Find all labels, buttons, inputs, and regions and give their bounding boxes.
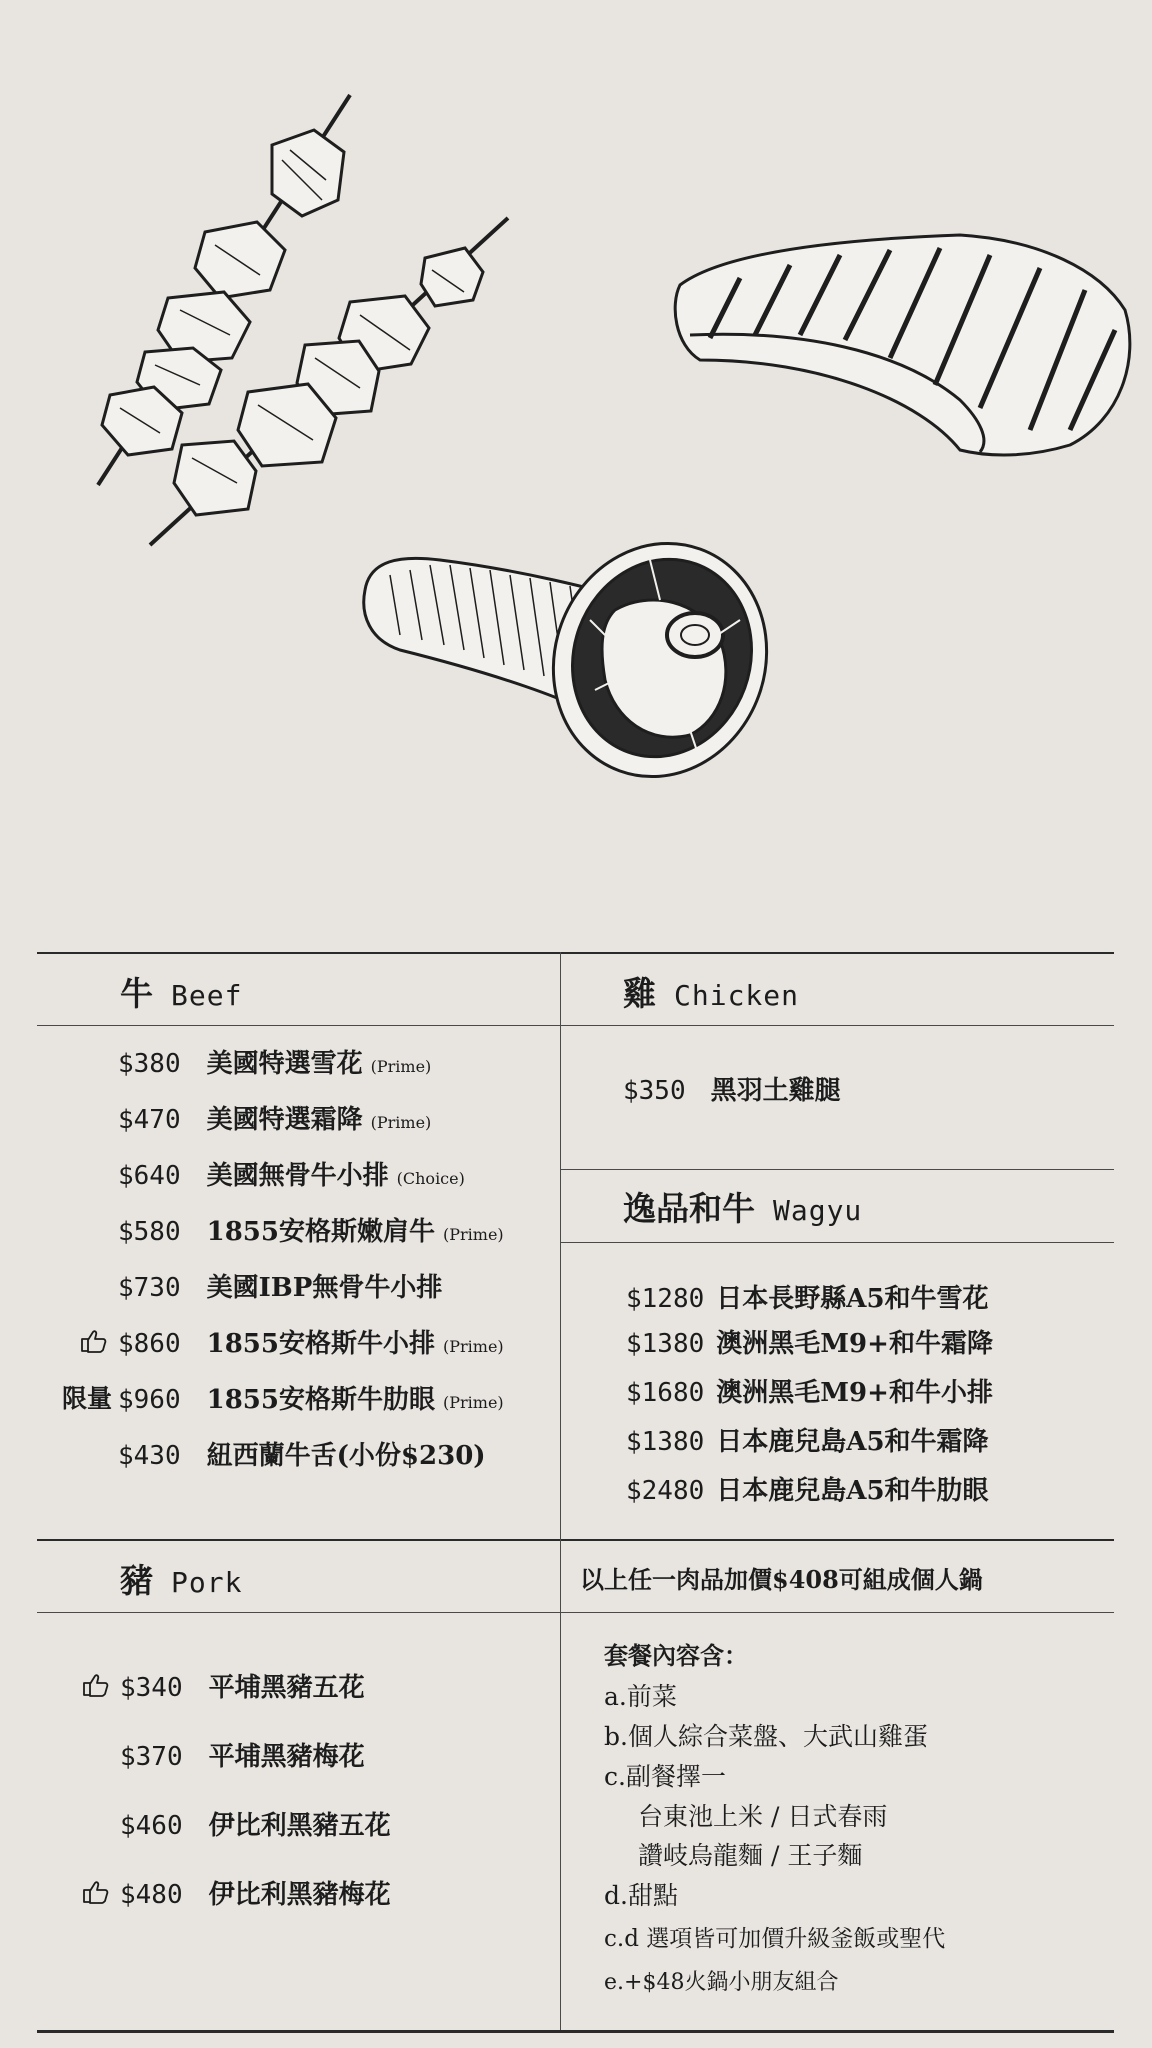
item-grade: (Prime) <box>443 1225 504 1244</box>
set-title: 套餐內容含： <box>604 1641 748 1670</box>
wagyu-title-zh: 逸品和牛 <box>623 1189 755 1228</box>
item-price: $1380 <box>626 1329 705 1359</box>
item-grade: (Prime) <box>370 1057 432 1076</box>
item-price: $460 <box>120 1811 183 1841</box>
thumbs-up-icon <box>82 1673 110 1697</box>
item-price: $470 <box>118 1105 181 1135</box>
pork-title-zh: 豬 <box>120 1561 153 1600</box>
rule-header-bottom <box>37 1025 1114 1026</box>
item-name: 日本鹿兒島A5和牛霜降 <box>716 1427 989 1457</box>
beef-title-zh: 牛 <box>120 974 153 1013</box>
item-price: $380 <box>118 1049 181 1079</box>
thumbs-up-icon <box>82 1880 110 1904</box>
rule-chicken-bottom <box>560 1169 1114 1170</box>
item-price: $580 <box>118 1217 181 1247</box>
beef-title-en: Beef <box>171 979 243 1012</box>
set-header: 以上任一肉品加價$408可組成個人鍋 <box>580 1565 983 1594</box>
item-price: $430 <box>118 1441 181 1471</box>
item-name: 平埔黑豬五花 <box>208 1673 365 1703</box>
item-name: 1855安格斯牛肋眼 <box>206 1385 435 1415</box>
menu-item <box>626 1323 993 1360</box>
chicken-header <box>623 968 799 1015</box>
item-grade: (Choice) <box>396 1169 465 1188</box>
chicken-title-en: Chicken <box>674 979 800 1012</box>
pork-header <box>120 1555 242 1602</box>
item-name: 1855安格斯牛小排 <box>206 1329 435 1359</box>
set-item-c-option-2: 讚岐烏龍麵 / 王子麵 <box>638 1841 863 1870</box>
ham-illustration <box>364 513 799 807</box>
rule-middle <box>37 1539 1114 1541</box>
item-price: $730 <box>118 1273 181 1303</box>
set-item-a: a.前菜 <box>604 1682 677 1711</box>
item-grade: (Prime) <box>370 1113 432 1132</box>
beef-header <box>120 968 242 1015</box>
item-name: 日本長野縣A5和牛雪花 <box>716 1284 989 1314</box>
menu-item <box>118 1435 486 1472</box>
item-name: 美國IBP無骨牛小排 <box>206 1273 443 1303</box>
steak-illustration <box>675 235 1130 455</box>
item-name: 伊比利黑豬五花 <box>208 1811 391 1841</box>
menu-item <box>118 1379 504 1416</box>
item-price: $1280 <box>626 1284 705 1314</box>
menu-item <box>118 1323 504 1360</box>
meat-illustrations <box>0 0 1152 900</box>
item-name: 平埔黑豬梅花 <box>208 1742 365 1772</box>
set-note-cd: c.d 選項皆可加價升級釜飯或聖代 <box>604 1926 946 1952</box>
chicken-item <box>623 1070 841 1107</box>
set-item-e: e.+$48火鍋小朋友組合 <box>604 1970 839 1995</box>
item-price: $480 <box>120 1880 183 1910</box>
rule-pork-header-bottom <box>37 1612 1114 1613</box>
item-name: 美國無骨牛小排 <box>206 1161 389 1191</box>
item-name: 紐西蘭牛舌(小份$230) <box>206 1441 486 1471</box>
pork-title-en: Pork <box>171 1566 243 1599</box>
skewers-illustration <box>98 95 508 545</box>
item-price: $640 <box>118 1161 181 1191</box>
rule-wagyu-header-bottom <box>560 1242 1114 1243</box>
menu-item <box>626 1470 989 1507</box>
item-prefix-badge: 限量 <box>62 1384 113 1413</box>
set-item-c-option-1: 台東池上米 / 日式春雨 <box>638 1802 888 1831</box>
item-price: $960 <box>118 1385 181 1415</box>
menu-item <box>626 1421 989 1458</box>
set-item-c: c.副餐擇一 <box>604 1762 726 1791</box>
menu-item <box>120 1874 391 1911</box>
item-name: 伊比利黑豬梅花 <box>208 1880 391 1910</box>
menu-item <box>118 1099 431 1136</box>
menu-item <box>118 1043 431 1080</box>
menu-item <box>120 1736 365 1773</box>
item-price: $1380 <box>626 1427 705 1457</box>
set-item-d: d.甜點 <box>604 1881 678 1910</box>
thumbs-up-icon <box>80 1329 108 1353</box>
rule-top <box>37 952 1114 954</box>
item-price: $340 <box>120 1673 183 1703</box>
item-name: 澳洲黑毛M9+和牛小排 <box>716 1378 993 1408</box>
item-name: 黑羽土雞腿 <box>710 1076 841 1106</box>
item-name: 澳洲黑毛M9+和牛霜降 <box>716 1329 993 1359</box>
item-price: $2480 <box>626 1476 705 1506</box>
item-name: 日本鹿兒島A5和牛肋眼 <box>716 1476 989 1506</box>
item-price: $370 <box>120 1742 183 1772</box>
item-grade: (Prime) <box>443 1337 504 1356</box>
column-divider <box>560 952 561 2030</box>
menu-item <box>120 1667 365 1704</box>
item-price: $1680 <box>626 1378 705 1408</box>
item-name: 美國特選霜降 <box>206 1105 363 1135</box>
chicken-title-zh: 雞 <box>623 974 656 1013</box>
menu-item <box>120 1805 391 1842</box>
menu-item <box>118 1211 504 1248</box>
menu-item <box>118 1267 442 1304</box>
item-name: 1855安格斯嫩肩牛 <box>206 1217 435 1247</box>
item-name: 美國特選雪花 <box>206 1049 363 1079</box>
item-price: $350 <box>623 1076 686 1106</box>
item-price: $860 <box>118 1329 181 1359</box>
menu-item <box>626 1372 993 1409</box>
wagyu-title-en: Wagyu <box>773 1194 863 1227</box>
menu-item <box>118 1155 465 1192</box>
set-item-b: b.個人綜合菜盤、大武山雞蛋 <box>604 1722 928 1751</box>
wagyu-header <box>623 1183 862 1230</box>
item-grade: (Prime) <box>443 1393 504 1412</box>
rule-bottom <box>37 2030 1114 2033</box>
menu-item <box>626 1278 989 1315</box>
